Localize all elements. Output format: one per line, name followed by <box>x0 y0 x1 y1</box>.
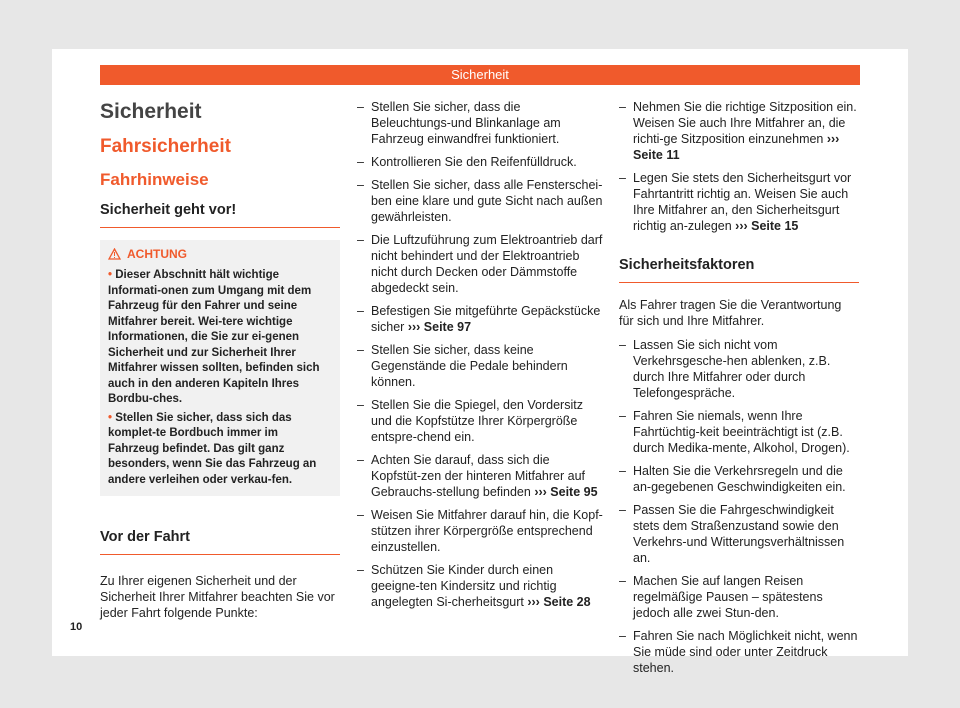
column-middle <box>357 99 603 617</box>
list-item: – Stellen Sie sicher, dass keine Gegenstände die Pedale behindern können. <box>357 342 603 390</box>
list-item: – Weisen Sie Mitfahrer darauf hin, die Kopf-stützen ihrer Körpergröße entsprechend einzustellen. <box>357 507 603 555</box>
column-left <box>100 99 340 621</box>
factors-list <box>619 337 859 676</box>
page-reference-link[interactable]: ››› Seite 11 <box>633 132 840 162</box>
warning-bullet: • <box>108 269 113 281</box>
list-item: – Achten Sie darauf, dass sich die Kopfstüt-zen der hinteren Mitfahrer auf Gebrauchs-stellung befinden ››› Seite 95 <box>357 452 603 500</box>
list-item: – Befestigen Sie mitgeführte Gepäckstücke sicher ››› Seite 97 <box>357 303 603 335</box>
list-item: – Lassen Sie sich nicht vom Verkehrsgesche-hen ablenken, z.B. durch Ihre Mitfahrer oder durch Telefongespräche. <box>619 337 859 401</box>
list-item: – Halten Sie die Verkehrsregeln und die an-gegebenen Geschwindigkeiten ein. <box>619 463 859 495</box>
page-reference-link[interactable]: ››› Seite 95 <box>534 485 598 499</box>
list-item: – Machen Sie auf langen Reisen regelmäßige Pausen – spätestens jedoch alle zwei Stun-den. <box>619 573 859 621</box>
list-item: – Legen Sie stets den Sicherheitsgurt vor Fahrtantritt richtig an. Weisen Sie auch Ihre Mitfahrer an, den Sicherheitsgurt richtig an-zulegen ››› Seite 15 <box>619 170 859 234</box>
list-item: – Stellen Sie sicher, dass alle Fensterschei-ben eine klare und gute Sicht nach außen gewährleisten. <box>357 177 603 225</box>
manual-page <box>52 49 908 675</box>
subsection-title: Fahrhinweise <box>100 170 209 189</box>
checklist <box>357 99 603 610</box>
warning-paragraph-2: • Stellen Sie sicher, dass sich das komplet-te Bordbuch immer im Fahrzeug befindet. Das gilt ganz besonders, wenn Sie das Fahrzeug an andere verleihen oder verkau-fen. <box>108 411 317 486</box>
section-heading-vor-der-fahrt: Vor der Fahrt <box>100 528 340 555</box>
warning-bullet: • <box>108 411 113 424</box>
header-bar: Sicherheit <box>100 65 860 85</box>
list-item: – Kontrollieren Sie den Reifenfülldruck. <box>357 154 603 170</box>
list-item: – Fahren Sie niemals, wenn Ihre Fahrtüchtig-keit beeinträchtigt ist (z.B. durch Medika-mente, Alkohol, Drogen). <box>619 408 859 456</box>
list-item: – Schützen Sie Kinder durch einen geeigne-ten Kindersitz und richtig angelegten Si-cherheitsgurt ››› Seite 28 <box>357 562 603 610</box>
warning-triangle-icon <box>108 248 121 260</box>
page-reference-link[interactable]: ››› Seite 97 <box>407 320 472 334</box>
list-item: – Die Luftzuführung zum Elektroantrieb darf nicht behindert und der Elektroantrieb nicht durch Decken oder Dämmstoffe abgedeckt sein. <box>357 232 603 296</box>
warning-paragraph-1: • Dieser Abschnitt hält wichtige Informati-onen zum Umgang mit dem Fahrzeug für den Fahrer und seine Mitfahrer bereit. Wei-tere wichtige Informationen, die Sie zur ei-genen Sicherheit und zur Sicherheit Ihrer Mitfahrer wissen sollten, befinden sich auch in den anderen Kapiteln Ihres Bordbu-ches. <box>108 269 320 405</box>
checklist-continued <box>619 99 859 234</box>
list-item: – Stellen Sie die Spiegel, den Vordersitz und die Kopfstütze Ihrer Körpergröße entspre-chend ein. <box>357 397 603 445</box>
section-heading-sicherheitsfaktoren: Sicherheitsfaktoren <box>619 256 859 283</box>
warning-box <box>100 240 340 496</box>
list-item: – Stellen Sie sicher, dass die Beleuchtungs-und Blinkanlage am Fahrzeug einwandfrei funktioniert. <box>357 99 603 147</box>
list-item: – Nehmen Sie die richtige Sitzposition ein. Weisen Sie auch Ihre Mitfahrer an, die richti-ge Sitzposition einzunehmen ››› Seite 11 <box>619 99 859 163</box>
chapter-title: Sicherheit <box>100 100 202 123</box>
intro-paragraph: Zu Ihrer eigenen Sicherheit und der Sicherheit Ihrer Mitfahrer beachten Sie vor jeder Fahrt folgende Punkte: <box>100 574 335 620</box>
column-right <box>619 99 859 683</box>
factors-intro: Als Fahrer tragen Sie die Verantwortung für sich und Ihre Mitfahrer. <box>619 298 842 328</box>
page-reference-link[interactable]: ››› Seite 28 <box>527 595 591 609</box>
topic-title: Sicherheit geht vor! <box>100 201 340 228</box>
page-number: 10 <box>70 621 83 633</box>
page-reference-link[interactable]: ››› Seite 15 <box>735 219 799 233</box>
list-item: – Passen Sie die Fahrgeschwindigkeit stets dem Straßenzustand sowie den Verkehrs-und Witterungsverhältnissen an. <box>619 502 859 566</box>
list-item: – Fahren Sie nach Möglichkeit nicht, wenn Sie müde sind oder unter Zeitdruck stehen. <box>619 628 859 676</box>
section-title: Fahrsicherheit <box>100 136 231 157</box>
warning-label: ACHTUNG <box>127 247 187 261</box>
warning-header <box>108 246 332 262</box>
